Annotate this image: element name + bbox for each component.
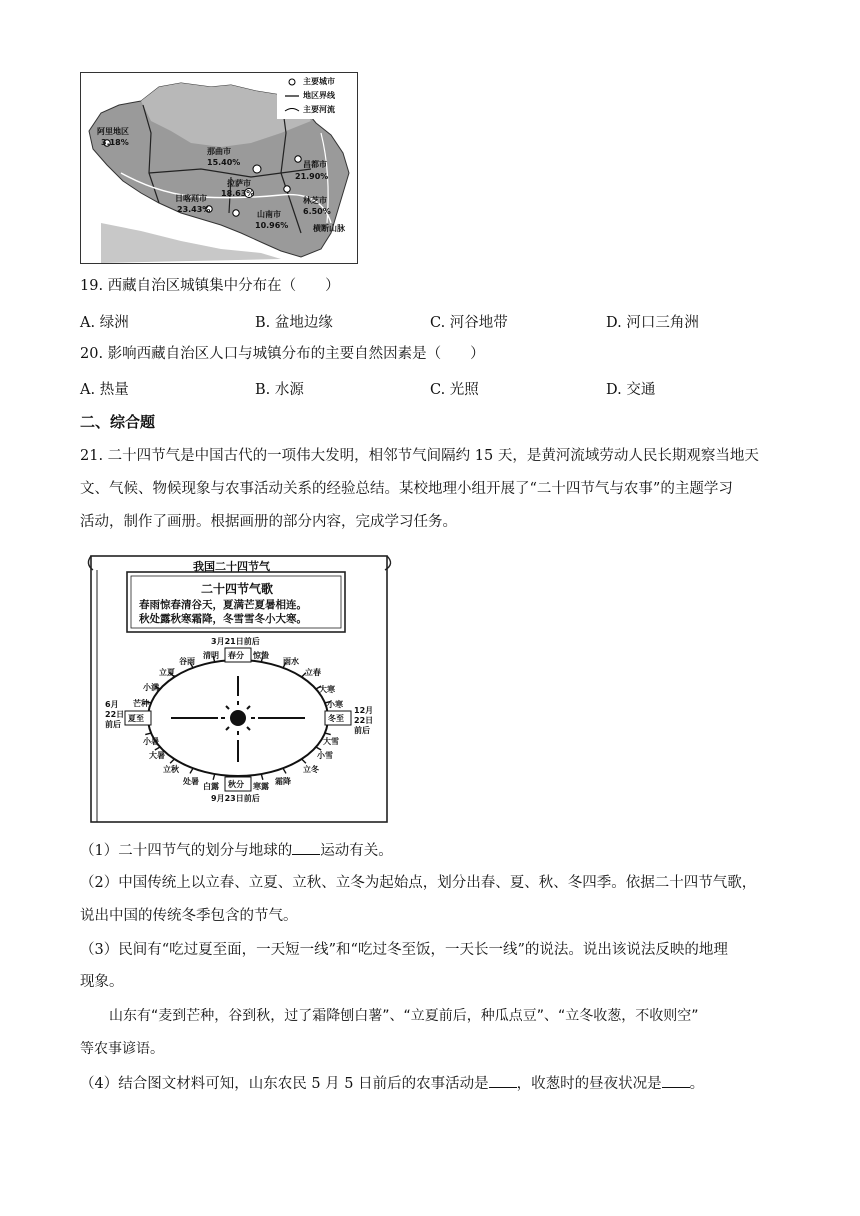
q21-sub2-line2: 说出中国的传统冬季包含的节气。 — [80, 908, 298, 924]
q21-sub3-line1: （3）民间有“吃过夏至面，一天短一线”和“吃过冬至饭，一天长一线”的说法。说出该说法反映的地理 — [80, 942, 728, 958]
song-line1: 春雨惊春清谷天，夏满芒夏暑相连。 — [139, 599, 307, 611]
term-autumn: 秋分 — [228, 780, 244, 789]
label-rikaze: 日喀则市 — [175, 194, 207, 203]
label-ali-pct: 3.18% — [101, 138, 129, 147]
term-bailu: 白露 — [203, 782, 219, 791]
label-linzhi-pct: 6.50% — [303, 207, 331, 216]
q19-option-c[interactable]: C. 河谷地带 — [430, 315, 508, 331]
date-top: 3月21日前后 — [211, 637, 260, 646]
legend-river-label: 主要河流 — [303, 105, 335, 114]
term-guyu: 谷雨 — [179, 657, 195, 666]
legend-border-label: 地区界线 — [303, 91, 335, 100]
q19-option-b[interactable]: B. 盆地边缘 — [255, 315, 333, 331]
term-yushui: 雨水 — [283, 657, 299, 666]
q21-sub1 — [80, 840, 393, 861]
term-lixia: 立夏 — [159, 668, 175, 677]
date-right-month: 12月 — [354, 706, 374, 715]
term-lichun: 立春 — [305, 668, 321, 677]
q20-option-d[interactable]: D. 交通 — [606, 382, 656, 398]
solar-terms-figure — [83, 550, 393, 826]
term-hanlu: 寒露 — [253, 782, 269, 791]
term-dahan: 大寒 — [319, 685, 335, 694]
label-lasa-pct: 18.63% — [221, 189, 255, 198]
material-line2: 等农事谚语。 — [80, 1041, 164, 1057]
song-line2: 秋处露秋寒霜降，冬雪雪冬小大寒。 — [139, 613, 307, 625]
term-chushu: 处暑 — [183, 777, 199, 786]
label-naqu-pct: 15.40% — [207, 158, 241, 167]
term-mangzhong: 芒种 — [133, 699, 149, 708]
q21-sub1-text: （1）二十四节气的划分与地球的 — [80, 843, 293, 859]
city-changdu — [295, 156, 301, 162]
label-shannan: 山南市 — [257, 210, 281, 219]
q21-sub4-blank1[interactable] — [489, 1073, 517, 1088]
figure-title: 我国二十四节气 — [193, 560, 270, 573]
q21-sub4-text-c: 。 — [689, 1076, 705, 1092]
term-qingming: 清明 — [203, 651, 219, 660]
q21-sub1-blank[interactable] — [292, 840, 320, 855]
term-jingzhe: 惊蛰 — [253, 651, 269, 660]
term-daxue: 大雪 — [323, 737, 339, 746]
city-naqu — [253, 165, 261, 173]
q21-intro-line3: 活动，制作了画册。根据画册的部分内容，完成学习任务。 — [80, 514, 457, 530]
section-heading: 二、综合题 — [80, 413, 156, 431]
q21-sub3-line2: 现象。 — [80, 974, 124, 990]
material-line1: 山东有“麦到芒种，谷到秋，过了霜降刨白薯”、“立夏前后，种瓜点豆”、“立冬收葱，不收则空” — [109, 1008, 699, 1024]
term-xiaoman: 小满 — [143, 683, 159, 692]
label-linzhi: 林芝市 — [303, 196, 327, 205]
q20-option-c[interactable]: C. 光照 — [430, 382, 479, 398]
date-left — [105, 700, 124, 730]
q21-sub4-text-b: ，收葱时的昼夜状况是 — [516, 1076, 662, 1092]
label-rikaze-pct: 23.43% — [177, 205, 211, 214]
tibet-map — [80, 72, 358, 264]
date-right — [354, 706, 373, 736]
label-changdu: 昌都市 — [303, 160, 327, 169]
term-xiaohan: 小寒 — [327, 700, 343, 709]
term-winter: 冬至 — [328, 714, 344, 723]
date-left-month: 6月 — [105, 700, 119, 709]
date-left-approx: 前后 — [105, 720, 121, 729]
song-title: 二十四节气歌 — [201, 582, 274, 596]
term-lidong: 立冬 — [303, 765, 319, 774]
q20-stem: 20. 影响西藏自治区人口与城镇分布的主要自然因素是（ ） — [80, 346, 485, 362]
legend-city-label: 主要城市 — [303, 77, 335, 86]
city-shannan — [233, 210, 239, 216]
q19-option-a[interactable]: A. 绿洲 — [80, 315, 129, 331]
q21-intro-line1: 21. 二十四节气是中国古代的一项伟大发明，相邻节气间隔约 15 天，是黄河流域劳动人民长期观察当地天 — [80, 448, 759, 464]
q21-intro-line2: 文、气候、物候现象与农事活动关系的经验总结。某校地理小组开展了“二十四节气与农事”的主题学习 — [80, 481, 733, 497]
q21-sub1-tail: 运动有关。 — [320, 843, 393, 859]
label-lasa: 拉萨市 — [227, 179, 251, 188]
city-linzhi — [284, 186, 290, 192]
q20-option-a[interactable]: A. 热量 — [80, 382, 129, 398]
label-naqu: 那曲市 — [207, 147, 231, 156]
label-ali: 阿里地区 — [97, 127, 129, 136]
term-liqiu: 立秋 — [163, 765, 179, 774]
label-changdu-pct: 21.90% — [295, 172, 329, 181]
term-shuangjiang: 霜降 — [275, 777, 291, 786]
label-hengduan: 横断山脉 — [313, 224, 345, 233]
q19-option-d[interactable]: D. 河口三角洲 — [606, 315, 699, 331]
legend-city-icon — [289, 79, 295, 85]
q19-stem: 19. 西藏自治区城镇集中分布在（ ） — [80, 278, 340, 294]
q21-sub4-blank2[interactable] — [662, 1073, 690, 1088]
date-right-day: 22日 — [354, 716, 374, 725]
label-shannan-pct: 10.96% — [255, 221, 289, 230]
term-xiaoxue: 小雪 — [317, 751, 333, 760]
q21-sub2-line1: （2）中国传统上以立春、立夏、立秋、立冬为起始点，划分出春、夏、秋、冬四季。依据二十四节气歌， — [80, 875, 757, 891]
term-spring: 春分 — [228, 651, 244, 660]
q21-sub4 — [80, 1073, 704, 1094]
q20-option-b[interactable]: B. 水源 — [255, 382, 304, 398]
date-bottom: 9月23日前后 — [211, 794, 260, 803]
q21-sub4-text-a: （4）结合图文材料可知，山东农民 5 月 5 日前后的农事活动是 — [80, 1076, 489, 1092]
term-xiaoshu: 小暑 — [143, 737, 159, 746]
date-right-approx: 前后 — [354, 726, 370, 735]
term-dashu: 大暑 — [149, 751, 165, 760]
date-left-day: 22日 — [105, 710, 125, 719]
term-summer: 夏至 — [128, 714, 144, 723]
